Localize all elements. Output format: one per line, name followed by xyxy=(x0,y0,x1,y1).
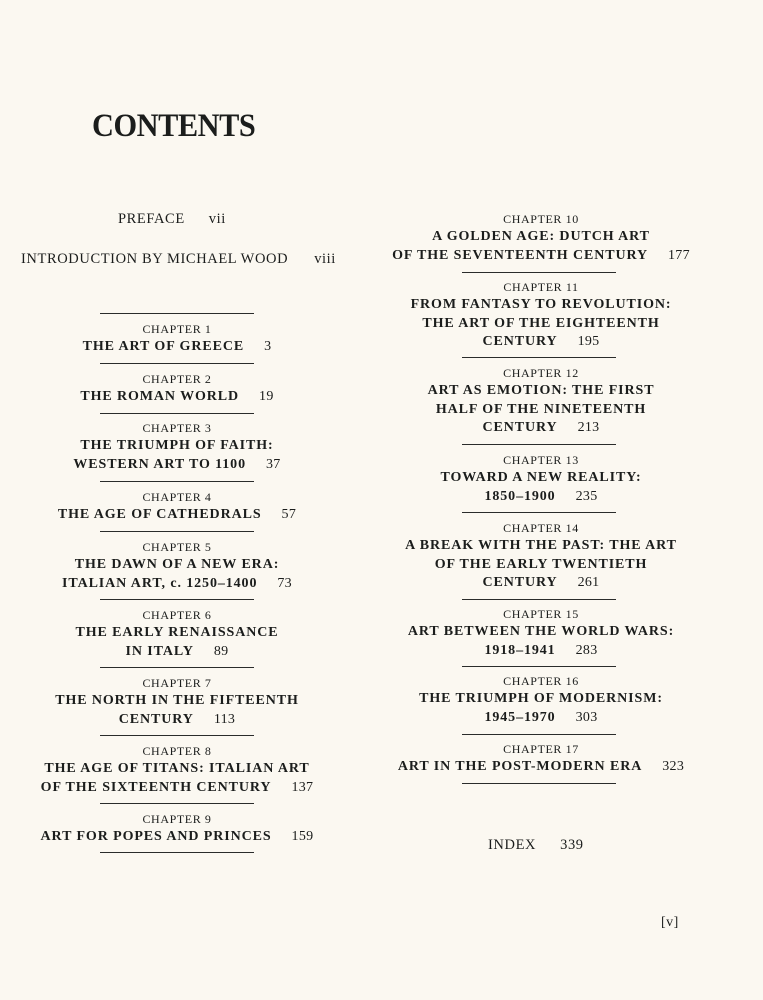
chapter-page-number: 37 xyxy=(266,456,281,472)
chapter-title-line: A BREAK WITH THE PAST: THE ART xyxy=(405,538,677,553)
preface-entry[interactable] xyxy=(118,211,226,228)
toc-entry-chapter-17[interactable] xyxy=(384,741,698,777)
toc-entry-chapter-12[interactable] xyxy=(384,365,698,438)
toc-entry-chapter-1[interactable] xyxy=(20,321,334,357)
chapter-title-line: THE ART OF THE EIGHTEENTH xyxy=(422,315,660,331)
chapter-label: CHAPTER 2 xyxy=(142,372,212,386)
chapter-page-number: 303 xyxy=(575,709,598,725)
chapter-label: CHAPTER 11 xyxy=(503,280,579,294)
chapter-title xyxy=(384,758,698,777)
toc-entry-chapter-16[interactable] xyxy=(384,673,698,727)
chapter-title-line: ART BETWEEN THE WORLD WARS: xyxy=(407,624,675,639)
chapter-title xyxy=(20,388,334,407)
divider xyxy=(462,783,616,784)
chapter-title-line: THE NORTH IN THE FIFTEENTH xyxy=(55,693,299,708)
chapter-title-line: ART AS EMOTION: THE FIRST xyxy=(427,383,655,398)
chapter-page-number: 177 xyxy=(668,247,690,263)
chapter-label: CHAPTER 7 xyxy=(142,676,212,690)
chapter-title xyxy=(384,690,698,727)
chapter-page-number: 283 xyxy=(575,642,598,658)
chapter-title xyxy=(384,537,698,593)
chapter-label: CHAPTER 4 xyxy=(142,490,212,504)
chapter-title-line: 1850–1900 xyxy=(484,488,556,504)
chapter-title xyxy=(20,760,334,797)
divider xyxy=(100,735,254,736)
introduction-page-number: viii xyxy=(314,251,336,267)
chapter-page-number: 261 xyxy=(577,575,600,590)
chapter-page-number: 235 xyxy=(575,488,598,504)
chapter-title-line: ART FOR POPES AND PRINCES xyxy=(40,829,272,844)
toc-entry-chapter-9[interactable] xyxy=(20,811,334,847)
chapter-title-line: THE AGE OF CATHEDRALS xyxy=(57,507,262,522)
chapter-title-line: IN ITALY xyxy=(125,643,194,659)
divider xyxy=(100,852,254,853)
chapter-title-line: THE ART OF GREECE xyxy=(82,339,245,354)
chapter-page-number: 73 xyxy=(277,575,292,591)
divider xyxy=(462,666,616,667)
preface-page-number: vii xyxy=(208,211,226,227)
divider xyxy=(100,803,254,804)
toc-entry-chapter-10[interactable] xyxy=(384,211,698,265)
chapter-label: CHAPTER 12 xyxy=(503,366,579,380)
chapter-title-line: THE DAWN OF A NEW ERA: xyxy=(74,557,280,572)
chapter-label: CHAPTER 8 xyxy=(142,744,212,758)
folio-page-number: [v] xyxy=(661,915,679,930)
toc-entry-chapter-7[interactable] xyxy=(20,675,334,729)
chapter-title xyxy=(20,828,334,847)
chapter-label: CHAPTER 9 xyxy=(142,812,212,826)
divider xyxy=(100,481,254,482)
chapter-page-number: 323 xyxy=(662,759,685,774)
chapter-title-line: CENTURY xyxy=(482,575,558,590)
divider xyxy=(462,357,616,358)
divider xyxy=(462,512,616,513)
divider xyxy=(100,363,254,364)
chapter-title xyxy=(384,382,698,438)
divider xyxy=(462,599,616,600)
chapter-title xyxy=(20,437,334,474)
index-page-number: 339 xyxy=(560,837,584,853)
chapter-title-line: THE EARLY RENAISSANCE xyxy=(75,625,279,640)
chapter-label: CHAPTER 5 xyxy=(142,540,212,554)
toc-entry-chapter-3[interactable] xyxy=(20,420,334,474)
chapter-title xyxy=(20,692,334,729)
chapter-title-line: THE TRIUMPH OF MODERNISM: xyxy=(419,691,663,706)
index-label: INDEX xyxy=(488,837,537,853)
chapter-label: CHAPTER 3 xyxy=(142,421,212,435)
chapter-title xyxy=(384,228,698,265)
chapter-title xyxy=(384,296,698,352)
chapter-title xyxy=(384,623,698,660)
chapter-title-line: OF THE SEVENTEENTH CENTURY xyxy=(392,247,648,263)
chapter-title-line: WESTERN ART TO 1100 xyxy=(73,456,246,472)
chapter-title-line: THE ROMAN WORLD xyxy=(80,389,240,404)
chapter-page-number: 113 xyxy=(213,711,236,727)
toc-entry-chapter-8[interactable] xyxy=(20,743,334,797)
chapter-title-line: CENTURY xyxy=(118,711,194,727)
chapter-page-number: 213 xyxy=(577,420,600,435)
chapter-title-line: A GOLDEN AGE: DUTCH ART xyxy=(432,229,650,244)
chapter-label: CHAPTER 1 xyxy=(142,322,212,336)
chapter-page-number: 195 xyxy=(577,334,600,349)
divider xyxy=(462,444,616,445)
chapter-title-line: THE TRIUMPH OF FAITH: xyxy=(80,438,274,453)
chapter-title-line: CENTURY xyxy=(482,334,558,349)
chapter-label: CHAPTER 13 xyxy=(503,453,579,467)
divider xyxy=(100,667,254,668)
chapter-title-line: OF THE SIXTEENTH CENTURY xyxy=(40,779,272,795)
chapter-page-number: 137 xyxy=(291,779,314,795)
chapter-title xyxy=(384,469,698,506)
chapter-label: CHAPTER 10 xyxy=(503,212,579,226)
toc-entry-chapter-2[interactable] xyxy=(20,371,334,407)
divider xyxy=(100,531,254,532)
chapter-title xyxy=(20,556,334,593)
chapter-label: CHAPTER 15 xyxy=(503,607,579,621)
chapter-label: CHAPTER 6 xyxy=(142,608,212,622)
chapter-title-line: THE AGE OF TITANS: ITALIAN ART xyxy=(44,761,310,776)
preface-label: PREFACE xyxy=(118,211,185,227)
chapter-title-line: FROM FANTASY TO REVOLUTION: xyxy=(410,297,672,312)
toc-entry-chapter-5[interactable] xyxy=(20,539,334,593)
chapter-page-number: 57 xyxy=(281,507,297,522)
chapter-label: CHAPTER 17 xyxy=(503,742,579,756)
toc-entry-chapter-13[interactable] xyxy=(384,452,698,506)
chapter-title xyxy=(20,624,334,661)
toc-entry-chapter-14[interactable] xyxy=(384,520,698,593)
chapter-label: CHAPTER 14 xyxy=(503,521,579,535)
toc-entry-chapter-6[interactable] xyxy=(20,607,334,661)
chapter-title-line: CENTURY xyxy=(482,420,558,435)
page-title: CONTENTS xyxy=(92,108,256,144)
chapter-page-number: 19 xyxy=(259,389,274,404)
chapter-title-line: 1918–1941 xyxy=(484,642,556,658)
chapter-title-line: 1945–1970 xyxy=(484,709,556,725)
chapter-title-line: ART IN THE POST-MODERN ERA xyxy=(397,759,643,774)
introduction-entry[interactable] xyxy=(21,251,336,268)
chapter-page-number: 159 xyxy=(291,829,314,844)
chapter-page-number: 3 xyxy=(264,339,272,354)
chapter-title-line: OF THE EARLY TWENTIETH xyxy=(434,556,648,572)
index-entry[interactable] xyxy=(488,837,584,854)
divider xyxy=(100,313,254,314)
divider xyxy=(462,272,616,273)
introduction-label: INTRODUCTION BY MICHAEL WOOD xyxy=(21,251,289,267)
chapter-page-number: 89 xyxy=(213,643,229,659)
chapter-title-line: HALF OF THE NINETEENTH xyxy=(435,401,647,417)
toc-entry-chapter-4[interactable] xyxy=(20,489,334,525)
chapter-title-line: TOWARD A NEW REALITY: xyxy=(440,470,642,485)
chapter-title-line: ITALIAN ART, c. 1250–1400 xyxy=(62,575,258,591)
divider xyxy=(100,413,254,414)
chapter-label: CHAPTER 16 xyxy=(503,674,579,688)
toc-entry-chapter-15[interactable] xyxy=(384,606,698,660)
divider xyxy=(462,734,616,735)
chapter-title xyxy=(20,506,334,525)
divider xyxy=(100,599,254,600)
chapter-title xyxy=(20,338,334,357)
toc-entry-chapter-11[interactable] xyxy=(384,279,698,352)
